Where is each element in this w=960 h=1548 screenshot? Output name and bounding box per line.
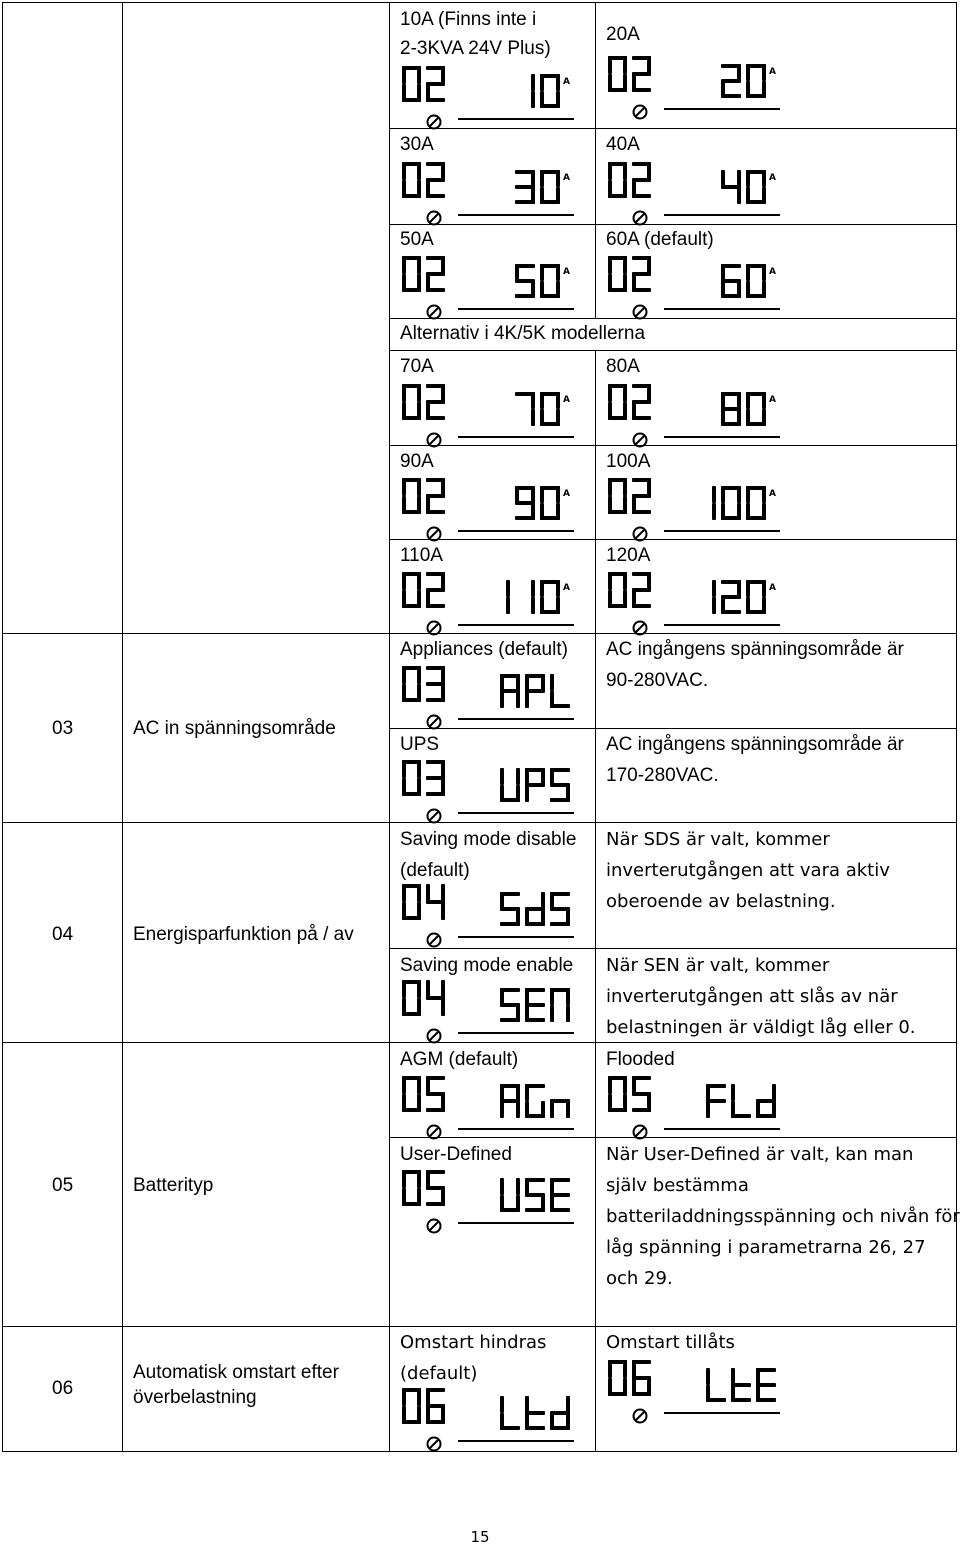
option-label: 30A — [400, 134, 434, 155]
option-description: och 29. — [606, 1268, 673, 1289]
lcd-graphic — [400, 380, 580, 450]
wrench-icon — [634, 306, 647, 319]
lcd-digit-0 — [402, 384, 421, 420]
lcd-digit-0 — [608, 1076, 627, 1112]
lcd-digit-L — [706, 1368, 726, 1402]
lcd-digit-0 — [402, 1388, 421, 1424]
table-border-right — [956, 2, 957, 1452]
lcd-graphic — [606, 380, 786, 450]
lcd-display — [400, 662, 580, 732]
lcd-digit-P — [525, 768, 545, 802]
lcd-underline — [664, 108, 780, 110]
wrench-icon — [428, 934, 441, 947]
lcd-digit-E — [550, 1178, 570, 1212]
wrench-icon — [428, 116, 441, 129]
lcd-digit-2 — [426, 572, 445, 608]
lcd-graphic — [400, 1384, 580, 1454]
lcd-digit-S — [525, 1178, 545, 1212]
lcd-digit-L — [500, 1396, 520, 1430]
lcd-unit: A — [769, 583, 776, 593]
lcd-display — [606, 158, 786, 228]
lcd-digit-P — [525, 674, 545, 708]
lcd-display — [400, 756, 580, 826]
table-border-left — [2, 2, 3, 1452]
lcd-digit-0 — [608, 162, 627, 198]
lcd-graphic — [400, 252, 580, 322]
lcd-graphic — [400, 568, 580, 638]
option-label: (default) — [400, 860, 470, 881]
lcd-digit-E — [756, 1368, 776, 1402]
lcd-graphic — [606, 568, 786, 638]
wrench-icon — [428, 1438, 441, 1451]
lcd-digit-2 — [632, 384, 651, 420]
lcd-digit-0 — [608, 1360, 627, 1396]
table-border-col2 — [389, 2, 390, 1452]
lcd-digit-1 — [531, 74, 535, 108]
lcd-digit-8 — [721, 392, 741, 426]
table-border-col3b — [595, 350, 596, 1452]
lcd-graphic — [606, 252, 786, 322]
lcd-digit-2 — [721, 64, 741, 98]
wrench-icon — [428, 434, 441, 447]
option-label: 90A — [400, 451, 434, 472]
option-description: belastningen är väldigt låg eller 0. — [606, 1017, 916, 1038]
lcd-digit-2 — [426, 162, 445, 198]
wrench-icon — [428, 306, 441, 319]
lcd-display — [606, 252, 786, 322]
lcd-unit: A — [563, 267, 570, 277]
option-label: 2-3KVA 24V Plus) — [400, 38, 551, 59]
lcd-digit-L — [550, 674, 570, 708]
option-label: 60A (default) — [606, 229, 714, 250]
lcd-underline — [458, 1128, 574, 1130]
lcd-unit: A — [563, 583, 570, 593]
lcd-digit-1 — [506, 580, 510, 614]
option-label: 110A — [400, 545, 443, 566]
lcd-digit-0 — [746, 170, 766, 204]
lcd-digit-0 — [608, 572, 627, 608]
lcd-digit-0 — [402, 256, 421, 292]
lcd-digit-F — [706, 1084, 726, 1118]
wrench-icon — [428, 212, 441, 225]
wrench-icon — [428, 1220, 441, 1233]
lcd-graphic — [400, 662, 580, 732]
lcd-digit-2 — [426, 478, 445, 514]
option-label: Saving mode enable — [400, 955, 574, 976]
lcd-graphic — [606, 1072, 786, 1142]
lcd-digit-2 — [632, 56, 651, 92]
lcd-digit-0 — [540, 486, 560, 520]
table-border-top — [2, 2, 957, 3]
lcd-digit-2 — [721, 580, 741, 614]
lcd-graphic — [606, 474, 786, 544]
option-description: AC ingångens spänningsområde är — [606, 639, 904, 660]
lcd-digit-A — [500, 1084, 520, 1118]
lcd-digit-0 — [746, 264, 766, 298]
lcd-unit: A — [563, 395, 570, 405]
option-label: 20A — [606, 24, 640, 45]
lcd-display — [606, 474, 786, 544]
lcd-display — [400, 1384, 580, 1454]
lcd-digit-0 — [746, 64, 766, 98]
lcd-digit-d — [525, 892, 545, 926]
option-description: inverterutgången att vara aktiv — [606, 860, 890, 881]
lcd-digit-0 — [402, 162, 421, 198]
lcd-display — [400, 880, 580, 950]
lcd-digit-9 — [515, 486, 535, 520]
lcd-display — [400, 158, 580, 228]
lcd-display — [400, 1166, 580, 1236]
lcd-digit-0 — [402, 66, 421, 102]
lcd-digit-0 — [402, 1170, 421, 1206]
lcd-unit: A — [769, 173, 776, 183]
lcd-display — [606, 568, 786, 638]
lcd-underline — [458, 812, 574, 814]
lcd-underline — [664, 214, 780, 216]
lcd-digit-3 — [426, 666, 445, 702]
table-border-col1 — [122, 2, 123, 1452]
lcd-display — [606, 1072, 786, 1142]
lcd-digit-E — [525, 988, 545, 1022]
lcd-digit-L — [731, 1084, 751, 1118]
lcd-digit-3 — [426, 760, 445, 796]
row-sep — [389, 350, 957, 351]
option-description: När SEN är valt, kommer — [606, 955, 830, 976]
lcd-underline — [458, 530, 574, 532]
lcd-digit-4 — [721, 170, 741, 204]
setting-name: Automatisk omstart efter — [133, 1362, 339, 1383]
wrench-icon — [634, 528, 647, 541]
lcd-digit-5 — [515, 264, 535, 298]
option-description: låg spänning i parametrarna 26, 27 — [606, 1237, 926, 1258]
lcd-digit-d — [756, 1084, 776, 1118]
lcd-unit: A — [769, 267, 776, 277]
wrench-icon — [428, 1126, 441, 1139]
setting-name: Batterityp — [133, 1175, 214, 1196]
lcd-digit-A — [500, 674, 520, 708]
lcd-digit-6 — [632, 1360, 651, 1396]
lcd-digit-0 — [402, 572, 421, 608]
option-label: 40A — [606, 134, 640, 155]
lcd-unit: A — [563, 489, 570, 499]
wrench-icon — [428, 810, 441, 823]
lcd-graphic — [400, 880, 580, 950]
setting-name: överbelastning — [133, 1387, 257, 1408]
page-number: 15 — [470, 1528, 490, 1546]
lcd-digit-0 — [721, 486, 741, 520]
lcd-underline — [664, 1412, 780, 1414]
option-label: Omstart tillåts — [606, 1332, 735, 1353]
option-description: oberoende av belastning. — [606, 891, 836, 912]
lcd-digit-4 — [426, 884, 445, 920]
setting-number: 06 — [52, 1378, 74, 1399]
option-label: Saving mode disable — [400, 829, 577, 850]
option-description: batteriladdningsspänning och nivån för — [606, 1206, 960, 1227]
option-description: inverterutgången att slås av när — [606, 986, 898, 1007]
option-label: 100A — [606, 451, 651, 472]
setting-number: 04 — [52, 924, 74, 945]
lcd-digit-S — [550, 768, 570, 802]
lcd-unit: A — [563, 173, 570, 183]
lcd-digit-S — [500, 988, 520, 1022]
option-description: 90-280VAC. — [606, 670, 709, 691]
lcd-digit-5 — [426, 1170, 445, 1206]
lcd-display — [400, 62, 580, 132]
lcd-digit-2 — [632, 256, 651, 292]
lcd-digit-0 — [402, 980, 421, 1016]
lcd-digit-6 — [426, 1388, 445, 1424]
option-label: 10A (Finns inte i — [400, 9, 537, 30]
lcd-digit-7 — [515, 392, 535, 426]
lcd-underline — [458, 308, 574, 310]
lcd-underline — [664, 1128, 780, 1130]
lcd-underline — [664, 624, 780, 626]
option-description: När SDS är valt, kommer — [606, 829, 830, 850]
lcd-digit-0 — [402, 478, 421, 514]
lcd-digit-U — [500, 1178, 520, 1212]
lcd-digit-0 — [402, 760, 421, 796]
lcd-digit-2 — [632, 572, 651, 608]
wrench-icon — [634, 434, 647, 447]
setting-name: AC in spänningsområde — [133, 718, 336, 739]
lcd-underline — [458, 436, 574, 438]
lcd-display — [606, 1356, 786, 1426]
lcd-underline — [458, 936, 574, 938]
lcd-digit-0 — [540, 170, 560, 204]
lcd-digit-U — [500, 768, 520, 802]
lcd-digit-N — [550, 988, 570, 1022]
lcd-digit-0 — [608, 384, 627, 420]
option-label: Appliances (default) — [400, 639, 568, 660]
option-label: UPS — [400, 734, 440, 755]
lcd-graphic — [400, 474, 580, 544]
lcd-digit-2 — [632, 478, 651, 514]
lcd-digit-5 — [632, 1076, 651, 1112]
lcd-digit-5 — [426, 1076, 445, 1112]
lcd-digit-t — [525, 1396, 545, 1430]
lcd-digit-0 — [540, 580, 560, 614]
lcd-underline — [664, 308, 780, 310]
option-label: 50A — [400, 229, 434, 250]
lcd-digit-2 — [426, 66, 445, 102]
lcd-digit-n — [550, 1099, 570, 1118]
lcd-digit-0 — [540, 264, 560, 298]
lcd-digit-0 — [746, 580, 766, 614]
lcd-graphic — [400, 976, 580, 1046]
option-label: 70A — [400, 356, 434, 377]
wrench-icon — [634, 212, 647, 225]
lcd-display — [400, 380, 580, 450]
lcd-unit: A — [563, 77, 570, 87]
wrench-icon — [634, 1126, 647, 1139]
option-label: Omstart hindras — [400, 1332, 547, 1353]
option-description: När User-Defined är valt, kan man — [606, 1144, 914, 1165]
setting-name: Energisparfunktion på / av — [133, 924, 354, 945]
lcd-digit-0 — [402, 666, 421, 702]
model-note: Alternativ i 4K/5K modellerna — [400, 323, 646, 344]
lcd-display — [400, 1072, 580, 1142]
lcd-digit-2 — [426, 256, 445, 292]
lcd-digit-t — [731, 1368, 751, 1402]
lcd-display — [606, 380, 786, 450]
lcd-digit-0 — [746, 486, 766, 520]
option-label: 80A — [606, 356, 640, 377]
lcd-digit-1 — [531, 580, 535, 614]
lcd-digit-0 — [608, 478, 627, 514]
option-label: Flooded — [606, 1049, 675, 1070]
wrench-icon — [428, 622, 441, 635]
lcd-digit-0 — [608, 56, 627, 92]
lcd-display — [400, 976, 580, 1046]
setting-number: 05 — [52, 1175, 74, 1196]
lcd-unit: A — [769, 67, 776, 77]
lcd-digit-4 — [426, 980, 445, 1016]
lcd-digit-0 — [540, 74, 560, 108]
lcd-underline — [664, 436, 780, 438]
wrench-icon — [428, 528, 441, 541]
lcd-digit-S — [500, 892, 520, 926]
option-label: 120A — [606, 545, 651, 566]
lcd-digit-D — [550, 1396, 570, 1430]
lcd-underline — [458, 1440, 574, 1442]
option-description: AC ingångens spänningsområde är — [606, 734, 904, 755]
lcd-graphic — [400, 1166, 580, 1236]
option-label: AGM (default) — [400, 1049, 519, 1070]
lcd-graphic — [400, 62, 580, 132]
lcd-unit: A — [769, 489, 776, 499]
lcd-digit-2 — [632, 162, 651, 198]
lcd-graphic — [400, 1072, 580, 1142]
lcd-digit-3 — [515, 170, 535, 204]
lcd-digit-0 — [402, 884, 421, 920]
lcd-digit-0 — [746, 392, 766, 426]
option-label: (default) — [400, 1363, 478, 1384]
lcd-underline — [458, 1032, 574, 1034]
wrench-icon — [634, 1410, 647, 1423]
option-label: User-Defined — [400, 1144, 512, 1165]
lcd-unit: A — [769, 395, 776, 405]
lcd-graphic — [606, 1356, 786, 1426]
lcd-underline — [664, 530, 780, 532]
lcd-digit-0 — [540, 392, 560, 426]
wrench-icon — [634, 622, 647, 635]
lcd-display — [606, 52, 786, 122]
lcd-underline — [458, 718, 574, 720]
lcd-display — [400, 252, 580, 322]
lcd-digit-1 — [712, 580, 716, 614]
lcd-display — [400, 474, 580, 544]
option-description: 170-280VAC. — [606, 765, 719, 786]
lcd-digit-0 — [608, 256, 627, 292]
table-border-col3a — [595, 2, 596, 318]
lcd-display — [400, 568, 580, 638]
lcd-digit-6 — [721, 264, 741, 298]
lcd-underline — [458, 1222, 574, 1224]
lcd-graphic — [606, 52, 786, 122]
lcd-underline — [458, 214, 574, 216]
lcd-digit-G — [525, 1084, 545, 1118]
lcd-digit-2 — [426, 384, 445, 420]
wrench-icon — [428, 1030, 441, 1043]
setting-number: 03 — [52, 718, 74, 739]
option-description: själv bestämma — [606, 1175, 749, 1196]
lcd-digit-1 — [712, 486, 716, 520]
wrench-icon — [428, 716, 441, 729]
lcd-digit-S — [550, 892, 570, 926]
lcd-graphic — [606, 158, 786, 228]
lcd-underline — [458, 624, 574, 626]
wrench-icon — [634, 106, 647, 119]
lcd-graphic — [400, 158, 580, 228]
lcd-underline — [458, 118, 574, 120]
lcd-digit-0 — [402, 1076, 421, 1112]
lcd-graphic — [400, 756, 580, 826]
